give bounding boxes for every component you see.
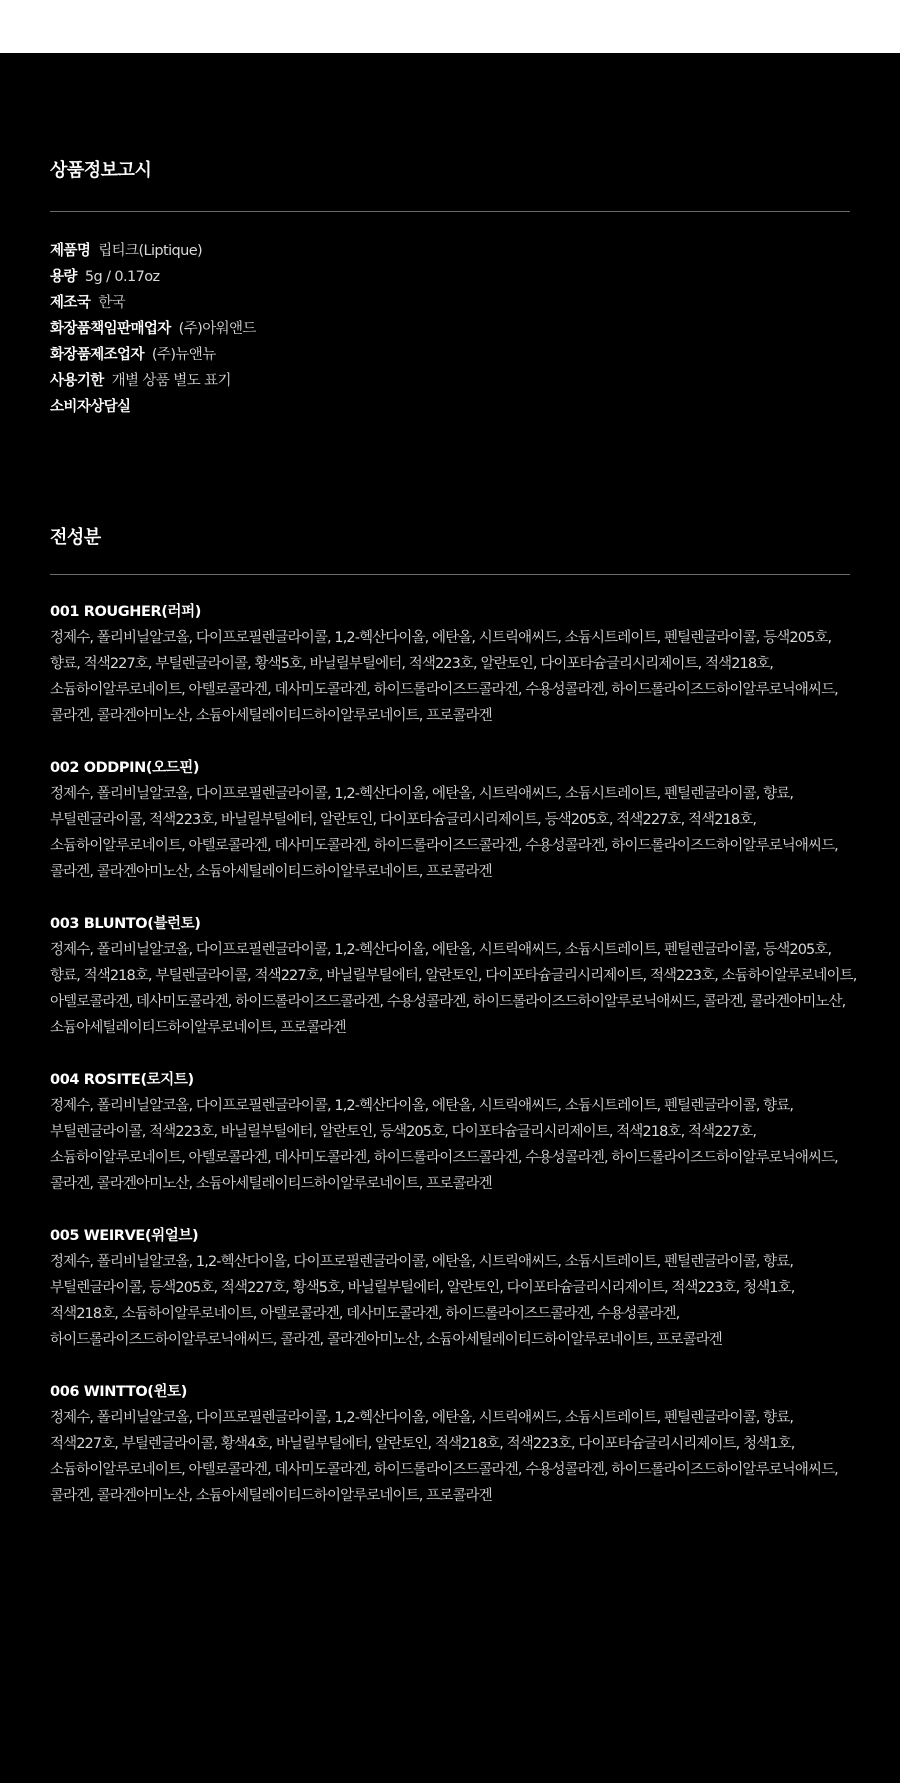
info-key: 사용기한	[50, 373, 104, 389]
info-value: (주)뉴앤뉴	[151, 347, 216, 363]
product-ingredients-text: 정제수, 폴리비닐알코올, 다이프로필렌글라이콜, 1,2-헥산다이올, 에탄올, 시트릭애씨드, 소듐시트레이트, 펜틸렌글라이콜, 향료, 부틸렌글라이콜, 적색223호, 바닐릴부틸에터, 알란토인, 등색205호, 다이포타슘글리시리제이트, 적색218호, 적색227호, 소듐하이알루로네이트, 아텔로콜라겐, 데사미도콜라겐, 하이드롤라이즈드콜라겐, 수용성콜라겐, 하이드롤라이즈드하이알루로닉애씨드, 콜라겐, 콜라겐아미노산, 소듐아세틸레이티드하이알루로네이트, 프로콜라겐	[50, 1098, 838, 1192]
product-ingredients-item	[50, 1067, 850, 1197]
info-key: 용량	[50, 269, 77, 285]
product-ingredients-item	[50, 599, 850, 729]
product-ingredients-text: 정제수, 폴리비닐알코올, 다이프로필렌글라이콜, 1,2-헥산다이올, 에탄올, 시트릭애씨드, 소듐시트레이트, 펜틸렌글라이콜, 향료, 적색227호, 부틸렌글라이콜, 황색4호, 바닐릴부틸에터, 알란토인, 적색218호, 적색223호, 다이포타슘글리시리제이트, 청색1호, 소듐하이알루로네이트, 아텔로콜라겐, 데사미도콜라겐, 하이드롤라이즈드콜라겐, 수용성콜라겐, 하이드롤라이즈드하이알루로닉애씨드, 콜라겐, 콜라겐아미노산, 소듐아세틸레이티드하이알루로네이트, 프로콜라겐	[50, 1410, 838, 1504]
info-row-product-name	[50, 238, 850, 264]
product-name: 005 WEIRVE(위얼브)	[50, 1228, 199, 1244]
info-row-capacity	[50, 264, 850, 290]
info-key: 화장품책임판매업자	[50, 321, 171, 337]
info-key: 제조국	[50, 295, 91, 311]
product-ingredients-item	[50, 1379, 850, 1509]
info-key: 화장품제조업자	[50, 347, 144, 363]
product-ingredients-item	[50, 1223, 850, 1353]
notice-section-title: 상품정보고시	[50, 160, 152, 181]
info-row-customer-center	[50, 394, 850, 420]
product-ingredients-item	[50, 755, 850, 885]
product-info-content	[0, 157, 900, 1509]
info-value: 개별 상품 별도 표기	[111, 373, 231, 389]
info-row-expiry	[50, 368, 850, 394]
notice-info-list	[50, 238, 850, 420]
notice-divider	[50, 211, 850, 212]
info-row-distributor	[50, 316, 850, 342]
product-ingredients-text: 정제수, 폴리비닐알코올, 1,2-헥산다이올, 다이프로필렌글라이콜, 에탄올, 시트릭애씨드, 소듐시트레이트, 펜틸렌글라이콜, 향료, 부틸렌글라이콜, 등색205호, 적색227호, 황색5호, 바닐릴부틸에터, 알란토인, 다이포타슘글리시리제이트, 적색223호, 청색1호, 적색218호, 소듐하이알루로네이트, 아텔로콜라겐, 데사미도콜라겐, 하이드롤라이즈드콜라겐, 수용성콜라겐, 하이드롤라이즈드하이알루로닉애씨드, 콜라겐, 콜라겐아미노산, 소듐아세틸레이티드하이알루로네이트, 프로콜라겐	[50, 1254, 795, 1348]
product-ingredients-text: 정제수, 폴리비닐알코올, 다이프로필렌글라이콜, 1,2-헥산다이올, 에탄올, 시트릭애씨드, 소듐시트레이트, 펜틸렌글라이콜, 등색205호, 향료, 적색227호, 부틸렌글라이콜, 황색5호, 바닐릴부틸에터, 적색223호, 알란토인, 다이포타슘글리시리제이트, 적색218호, 소듐하이알루로네이트, 아텔로콜라겐, 데사미도콜라겐, 하이드롤라이즈드콜라겐, 수용성콜라겐, 하이드롤라이즈드하이알루로닉애씨드, 콜라겐, 콜라겐아미노산, 소듐아세틸레이티드하이알루로네이트, 프로콜라겐	[50, 630, 838, 724]
info-key: 소비자상담실	[50, 399, 131, 415]
info-value: 5g / 0.17oz	[84, 269, 160, 285]
product-name: 003 BLUNTO(블런토)	[50, 916, 201, 932]
product-ingredients-item	[50, 911, 857, 1041]
top-white-band	[0, 0, 900, 53]
product-name: 006 WINTTO(윈토)	[50, 1384, 187, 1400]
ingredients-section-title: 전성분	[50, 527, 101, 548]
info-row-country	[50, 290, 850, 316]
ingredients-divider	[50, 574, 850, 575]
product-ingredients-text: 정제수, 폴리비닐알코올, 다이프로필렌글라이콜, 1,2-헥산다이올, 에탄올, 시트릭애씨드, 소듐시트레이트, 펜틸렌글라이콜, 등색205호, 향료, 적색218호, 부틸렌글라이콜, 적색227호, 바닐릴부틸에터, 알란토인, 다이포타슘글리시리제이트, 적색223호, 소듐하이알루로네이트, 아텔로콜라겐, 데사미도콜라겐, 하이드롤라이즈드콜라겐, 수용성콜라겐, 하이드롤라이즈드하이알루로닉애씨드, 콜라겐, 콜라겐아미노산, 소듐아세틸레이티드하이알루로네이트, 프로콜라겐	[50, 942, 857, 1036]
product-name: 002 ODDPIN(오드핀)	[50, 760, 200, 776]
info-value: 립티크(Liptique)	[98, 243, 203, 259]
info-value: 한국	[98, 295, 126, 311]
info-value: (주)아워앤드	[178, 321, 256, 337]
product-name: 004 ROSITE(로지트)	[50, 1072, 194, 1088]
product-ingredients-text: 정제수, 폴리비닐알코올, 다이프로필렌글라이콜, 1,2-헥산다이올, 에탄올, 시트릭애씨드, 소듐시트레이트, 펜틸렌글라이콜, 향료, 부틸렌글라이콜, 적색223호, 바닐릴부틸에터, 알란토인, 다이포타슘글리시리제이트, 등색205호, 적색227호, 적색218호, 소듐하이알루로네이트, 아텔로콜라겐, 데사미도콜라겐, 하이드롤라이즈드콜라겐, 수용성콜라겐, 하이드롤라이즈드하이알루로닉애씨드, 콜라겐, 콜라겐아미노산, 소듐아세틸레이티드하이알루로네이트, 프로콜라겐	[50, 786, 838, 880]
ingredients-product-list	[50, 599, 857, 1509]
product-name: 001 ROUGHER(러퍼)	[50, 604, 201, 620]
info-key: 제품명	[50, 243, 91, 259]
info-row-manufacturer	[50, 342, 850, 368]
